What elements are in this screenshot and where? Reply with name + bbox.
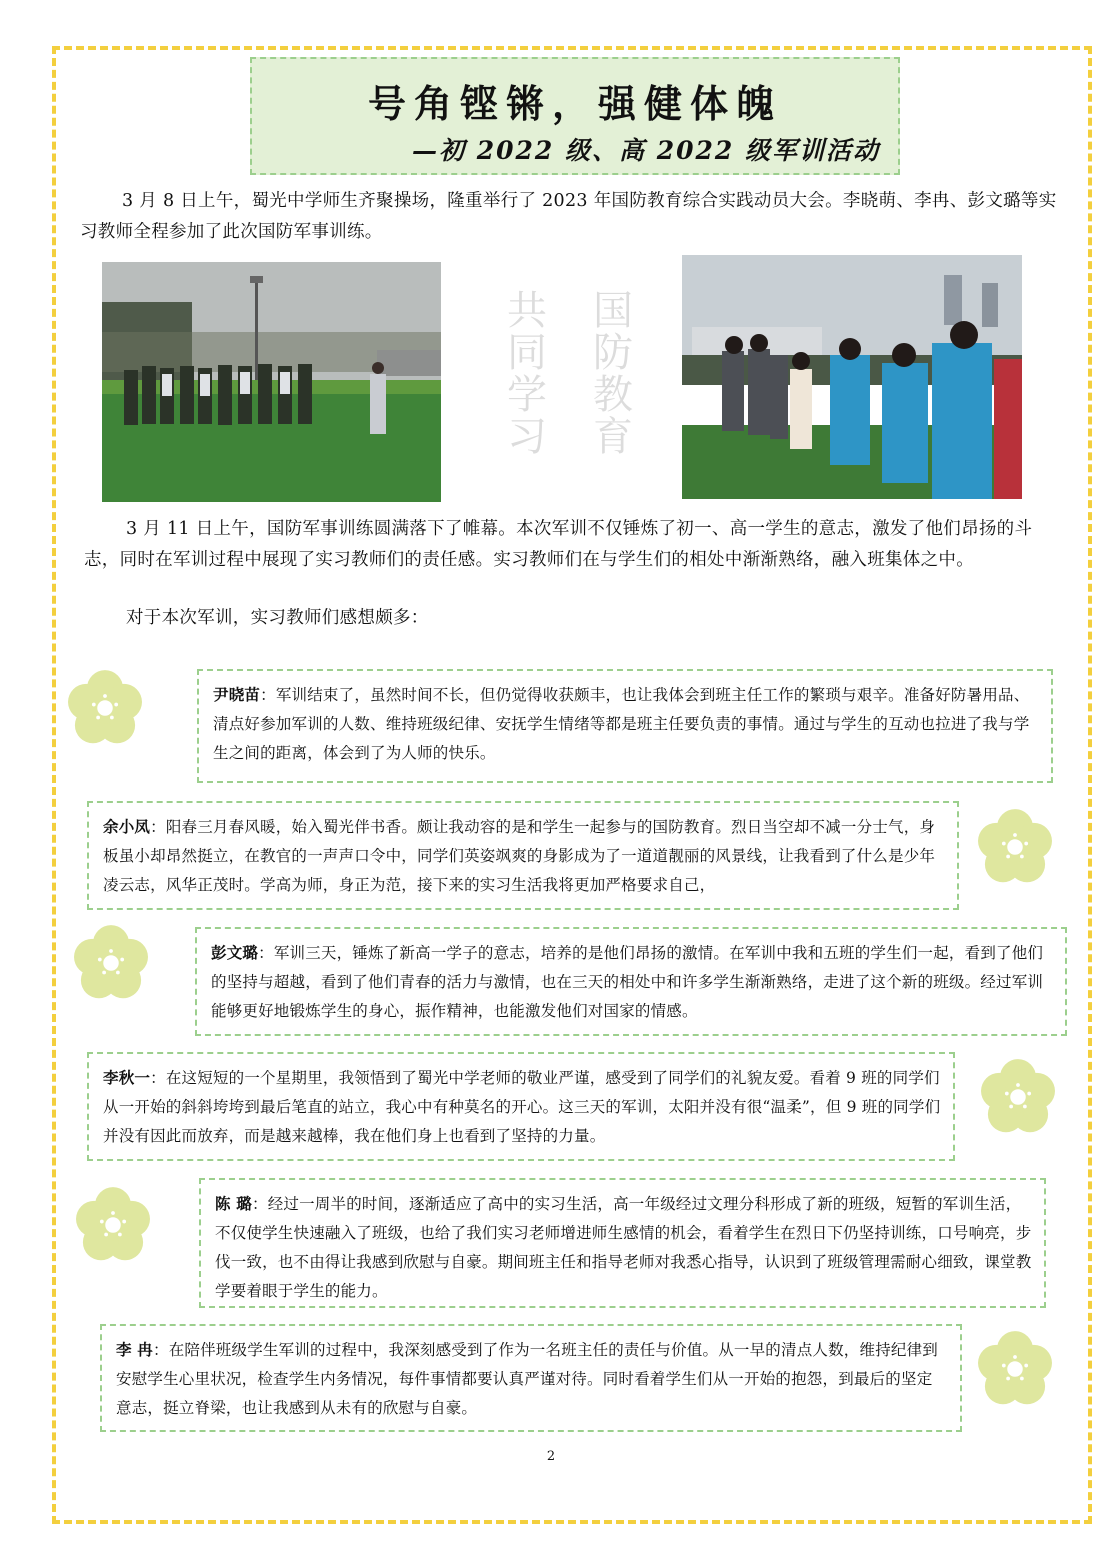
- watermark-text-2: 国防教育: [593, 288, 633, 460]
- flower-icon: [70, 1182, 156, 1268]
- quote-author: 彭文璐: [211, 943, 259, 962]
- quote-card: [87, 801, 959, 910]
- quote-card: [195, 927, 1067, 1036]
- page-number: 2: [546, 1449, 556, 1464]
- flower-icon: [62, 665, 148, 751]
- quote-separator: ：: [150, 818, 166, 836]
- intro-paragraph: 3 月 8 日上午，蜀光中学师生齐聚操场，隆重举行了 2023 年国防教育综合实践动员大会。李晓萌、李冉、彭文璐等实习教师全程参加了此次国防军事训练。: [80, 191, 1057, 242]
- flower-icon: [972, 1326, 1058, 1412]
- quote-text: 阳春三月春风暖，始入蜀光伴书香。颇让我动容的是和学生一起参与的国防教育。烈日当空却不减一分士气，身板虽小却昂然挺立，在教官的一声声口令中，同学们英姿飒爽的身影成为了一道道靓丽的风景线，让我看到了什么是少年凌云志，风华正茂时。学高为师，身正为范，接下来的实习生活我将更加严格要求自己，: [103, 818, 936, 894]
- quote-separator: ：: [258, 944, 274, 962]
- page-title: 号角铿锵，强健体魄: [367, 81, 782, 126]
- quote-card: [199, 1178, 1046, 1308]
- quote-card: [87, 1052, 955, 1161]
- quote-separator: ：: [252, 1195, 268, 1213]
- quote-author: 余小凤: [103, 817, 151, 836]
- page-subtitle: —初 2022 级、高 2022 级军训活动: [412, 136, 880, 165]
- quote-card: [197, 669, 1053, 783]
- quote-author: 李秋一: [103, 1068, 151, 1087]
- quote-author: 李 冉: [116, 1340, 153, 1359]
- quote-text: 军训结束了，虽然时间不长，但仍觉得收获颇丰，也让我体会到班主任工作的繁琐与艰辛。准备好防暑用品、清点好参加军训的人数、维持班级纪律、安抚学生情绪等都是班主任要负责的事情。通过与学生的互动也拉进了我与学生之间的距离，体会到了为人师的快乐。: [213, 686, 1030, 762]
- quote-text: 在陪伴班级学生军训的过程中，我深刻感受到了作为一名班主任的责任与价值。从一早的清点人数，维持纪律到安慰学生心里状况，检查学生内务情况，每件事情都要认真严谨对待。同时看着学生们从一开始的抱怨，到最后的坚定意志，挺立脊梁，也让我感到从未有的欣慰与自豪。: [116, 1341, 939, 1417]
- photo-marching: [102, 262, 441, 502]
- flower-icon: [975, 1054, 1061, 1140]
- quote-text: 经过一周半的时间，逐渐适应了高中的实习生活，高一年级经过文理分科形成了新的班级，短暂的军训生活，不仅使学生快速融入了班级，也给了我们实习老师增进师生感情的机会，看着学生在烈日下仍坚持训练，口号响亮，步伐一致，也不由得让我感到欣慰与自豪。期间班主任和指导老师对我悉心指导，认识到了班级管理需耐心细致，课堂教学要着眼于学生的能力。: [215, 1195, 1032, 1300]
- quote-text: 在这短短的一个星期里，我领悟到了蜀光中学老师的敬业严谨，感受到了同学们的礼貌友爱。看着 9 班的同学们从一开始的斜斜垮垮到最后笔直的站立，我心中有种莫名的开心。这三天的军训，太阳并没有很“温柔”，但 9 班的同学们并没有因此而放弃，而是越来越棒，我在他们身上也看到了坚持的力量。: [103, 1069, 941, 1145]
- closing-paragraph: 3 月 11 日上午，国防军事训练圆满落下了帷幕。本次军训不仅锤炼了初一、高一学生的意志，激发了他们昂扬的斗志，同时在军训过程中展现了实习教师们的责任感。实习教师们在与学生们的相处中渐渐熟络，融入班集体之中。: [84, 519, 1033, 570]
- quote-author: 陈 璐: [215, 1194, 252, 1213]
- reflections-intro: 对于本次军训，实习教师们感想颇多：: [126, 608, 429, 628]
- flower-icon: [68, 920, 154, 1006]
- flower-icon: [972, 804, 1058, 890]
- quote-text: 军训三天，锤炼了新高一学子的意志，培养的是他们昂扬的激情。在军训中我和五班的学生们一起，看到了他们的坚持与超越，看到了他们青春的活力与激情，也在三天的相处中和许多学生渐渐熟络，走进了这个新的班级。经过军训能够更好地锻炼学生的身心，振作精神，也能激发他们对国家的情感。: [211, 944, 1044, 1020]
- title-banner: [250, 57, 900, 175]
- watermark-text-1: 共同学习: [507, 288, 547, 460]
- photo-standing: [682, 255, 1022, 499]
- quote-author: 尹晓苗: [213, 685, 261, 704]
- quote-separator: ：: [260, 686, 276, 704]
- quote-card: [100, 1324, 962, 1432]
- quote-separator: ：: [150, 1069, 166, 1087]
- quote-separator: ：: [153, 1341, 169, 1359]
